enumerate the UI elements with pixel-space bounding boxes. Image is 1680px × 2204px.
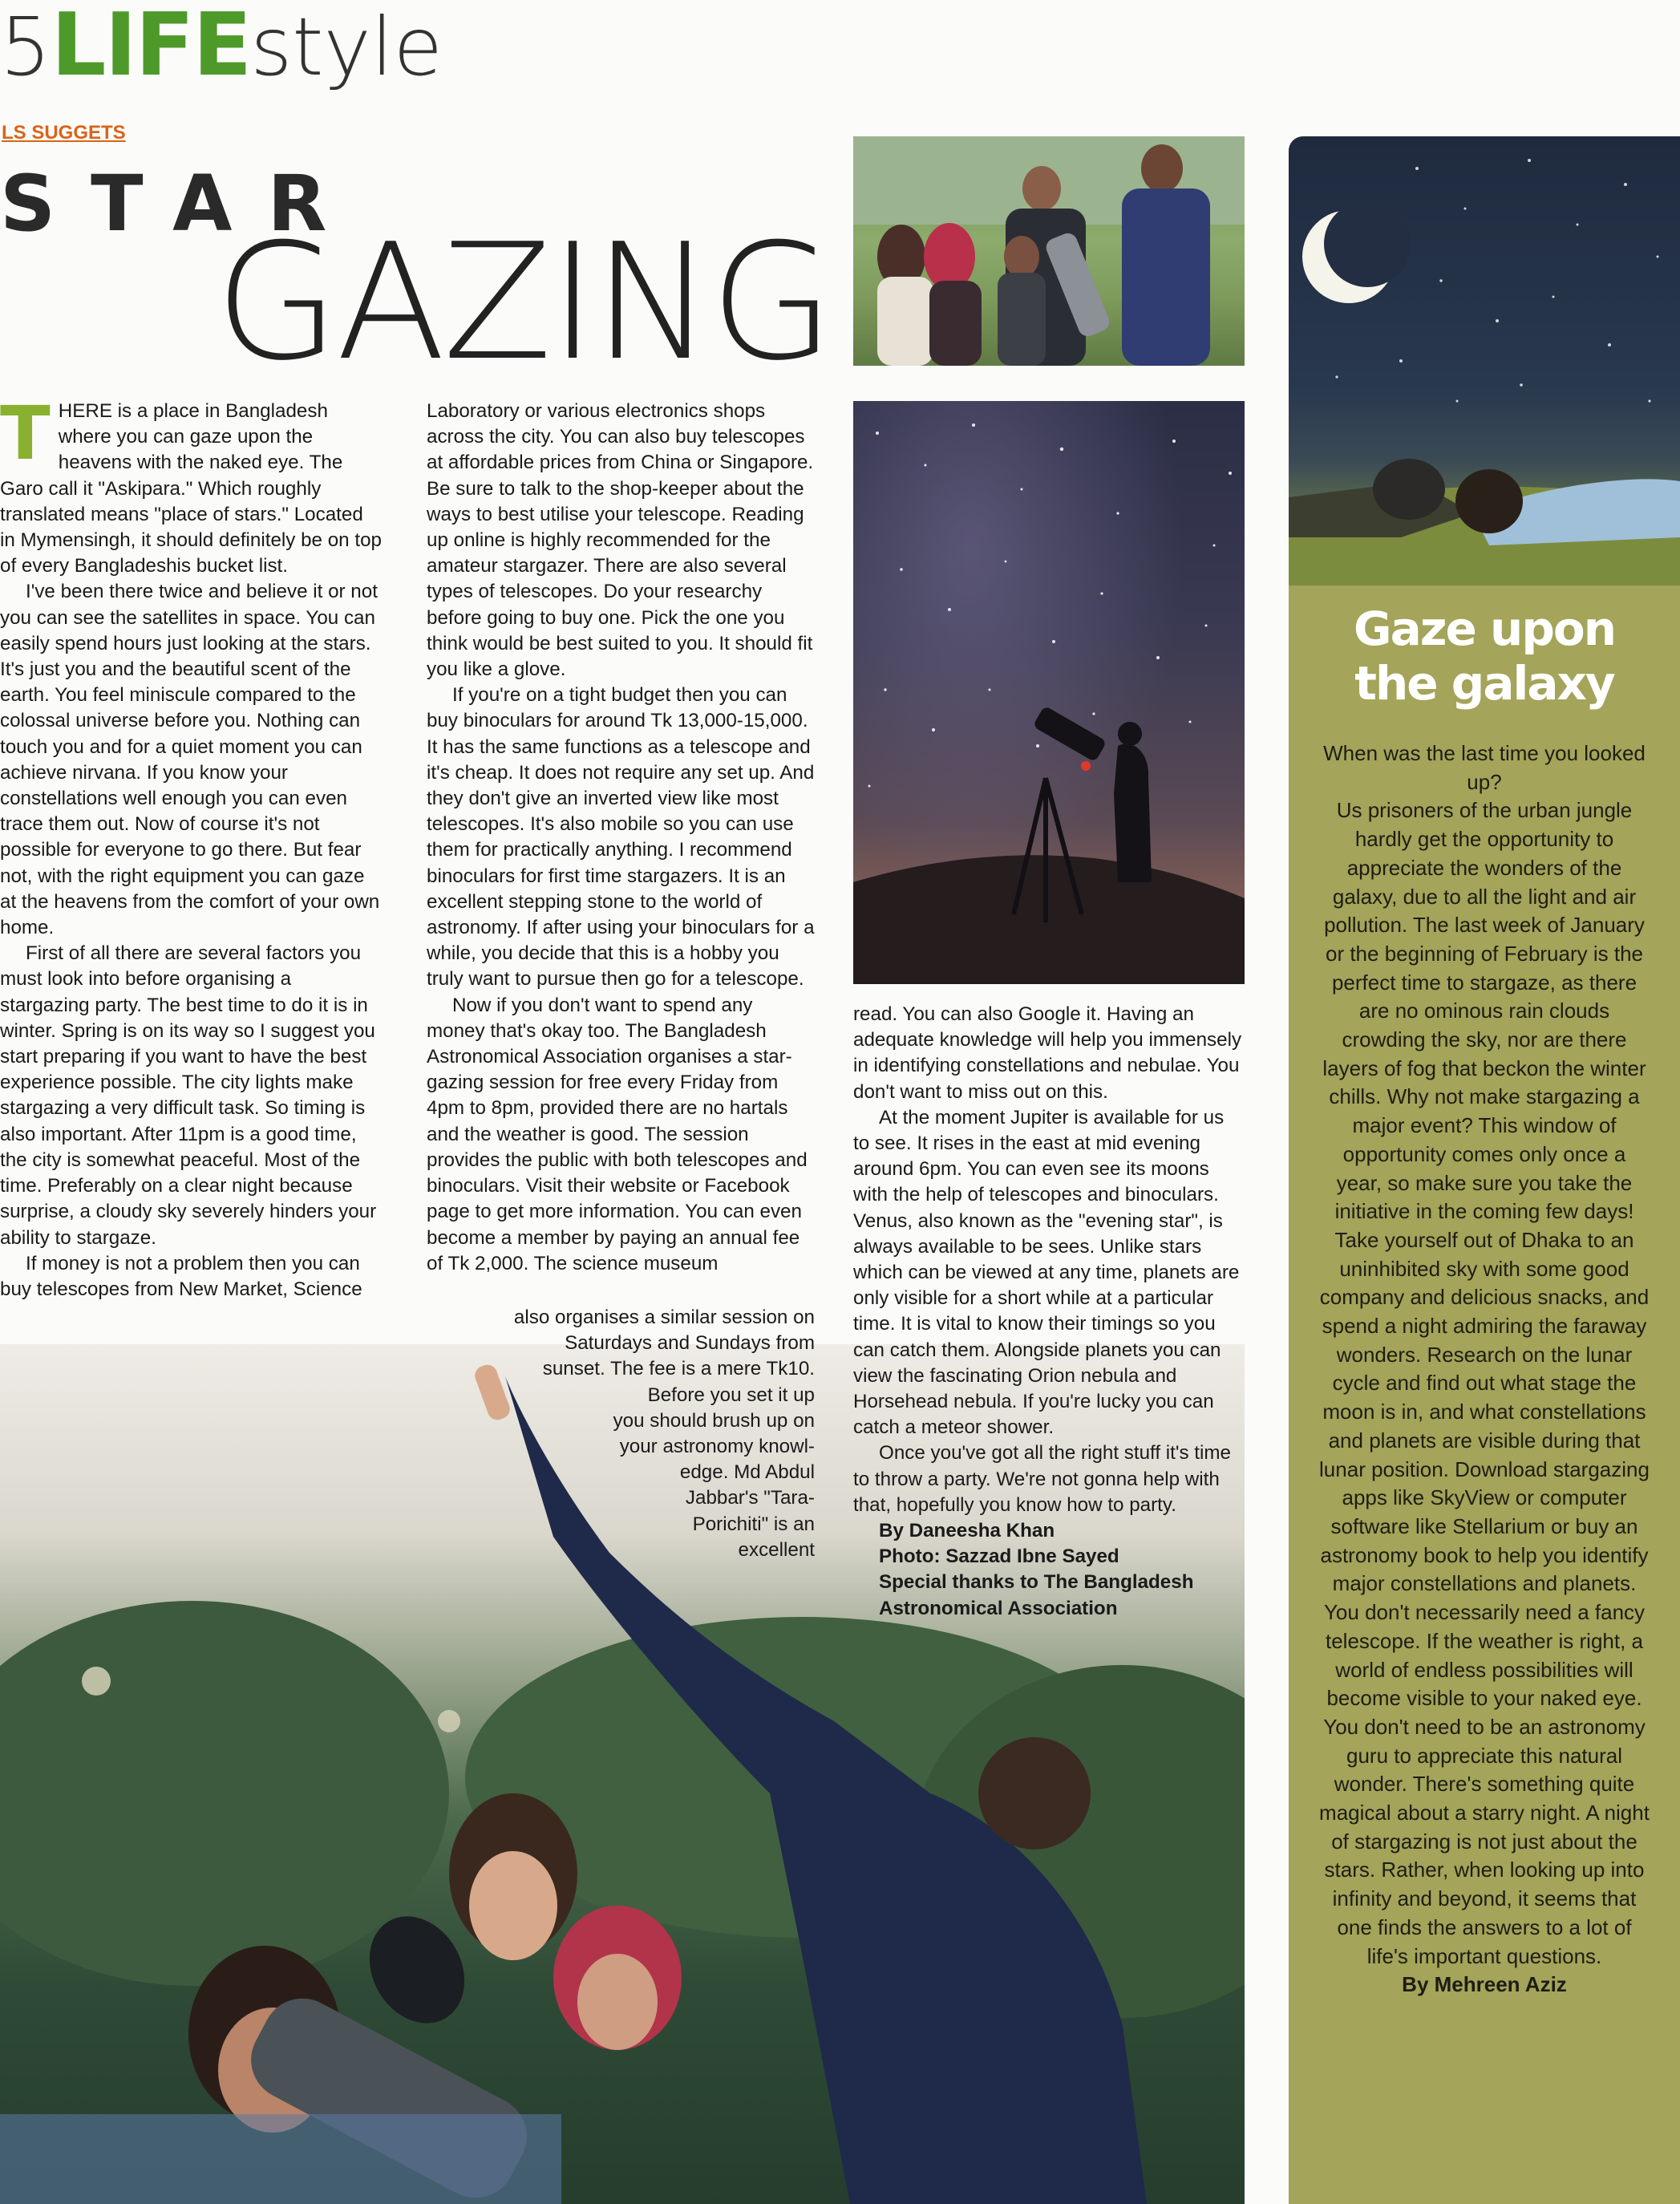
article-paragraph: If you're on a tight budget then you can buy binoculars for around Tk 13,000-15,000. It has the same functions as a telescope and it's cheap. It does not require any set up. And they don't give an inverted view like most telescopes. It's also mobile so you can use them for practically anything. I recommend binoculars for first time stargazers. It is an excellent stepping stone to the world of astronomy. If after using your binoculars for a while, you decide that this is a hobby you truly want to pursue then go for a telescope.	[427, 684, 815, 991]
article-paragraph: If money is not a problem then you can buy telescopes from New Market, Science	[0, 1252, 362, 1300]
drop-cap: T	[0, 391, 51, 476]
sidebar-title-line: the galaxy	[1354, 656, 1614, 711]
sidebar-title-line: Gaze upon	[1354, 602, 1615, 656]
page-number: 5	[0, 0, 51, 94]
text-line: Saturdays and Sundays from	[565, 1332, 815, 1355]
text-line: sunset. The fee is a mere Tk10.	[542, 1358, 815, 1380]
sidebar-paragraph: When was the last time you looked up?	[1323, 741, 1646, 794]
sidebar-paragraph: Us prisoners of the urban jungle hardly get the opportunity to appreciate the wonders of the galaxy, due to all the light and air pollution. The last week of January or the beginning of February is the perfect time to stargaze, as there are no ominous rain clouds crowding the sky, nor are there layers of fog that beckon the winter chills. Why not make stargazing a major event? This window of opportunity comes only once a year, so make sure you take the initiative in the coming few days!	[1322, 798, 1646, 1224]
photo-night-sky-art	[853, 401, 1245, 984]
text-line: also organises a similar session on	[513, 1307, 815, 1328]
text-line: Before you set it up	[647, 1384, 815, 1406]
acknowledgement: Special thanks to The Bangladesh	[879, 1571, 1194, 1594]
article-paragraph: Now if you don't want to spend any money that's okay too. The Bangladesh Astronomical Association organises a star-gazing session for free every Friday from 4pm to 8pm, provided there are no hartals and the weather is good. The session provides the public with both telescopes and binoculars. Visit their website or Facebook page to get more information. You can even become a member by paying an annual fee of Tk 2,000. The science museum	[427, 994, 808, 1274]
photo-group-telescope	[853, 136, 1245, 366]
sidebar-body	[1319, 739, 1650, 1999]
photo-night-sky-telescope	[853, 401, 1245, 984]
photo-group-art	[853, 136, 1245, 366]
text-line: Jabbar's "Tara-	[685, 1487, 815, 1509]
kicker-label: LS SUGGETS	[2, 122, 126, 144]
article-paragraph: At the moment Jupiter is available for us to see. It rises in the east at mid evening around 6pm. You can even see its moons with the help of telescopes and binoculars. Venus, also known as the "evening star", is always available to be sees. Unlike stars which can be viewed at any time, planets are only visible for a short while at a particular time. It is vital to know their timings so you can catch them. Alongside planets you can view the fascinating Orion nebula and Horsehead nebula. If you're lucky you can catch a meteor shower.	[853, 1106, 1240, 1439]
text-line: excellent	[738, 1538, 815, 1561]
section-masthead	[0, 0, 443, 95]
text-line: you should brush up on	[613, 1409, 815, 1432]
article-column-1	[0, 391, 383, 1303]
sidebar-paragraph: You don't necessarily need a fancy telescope. If the weather is right, a world of endless possibilities will become visible to your naked eye. You don't need to be an astronomy guru to appreciate this natural wonder. There's something quite magical about a starry night. A night of stargazing is not just about the stars. Rather, when looking up into infinity and beyond, it seems that one finds the answers to a lot of life's important questions.	[1319, 1600, 1650, 1968]
article-paragraph: First of all there are several factors you must look into before organising a stargazing party. The best time to do it is in winter. Spring is on its way so I suggest you start preparing if you want to have the best experience possible. The city lights make stargazing a very difficult task. So timing is also important. After 11pm is a good time, the city is somewhat peaceful. Most of the time. Preferably on a clear night because surprise, a cloudy sky severely hinders your ability to stargaze.	[0, 942, 377, 1249]
headline-star: STAR	[0, 159, 362, 249]
article-paragraph: Once you've got all the right stuff it's time to throw a party. We're not gonna help with that, hopefully you know how to party.	[853, 1442, 1232, 1516]
illustration-art	[1289, 136, 1680, 585]
headline-gazing: GAZING	[215, 209, 832, 396]
byline: By Daneesha Khan	[879, 1520, 1055, 1542]
section-name-style: style	[250, 0, 443, 94]
sidebar-byline: By Mehreen Aziz	[1402, 1972, 1567, 1997]
article-paragraph: Laboratory or various electronics shops across the city. You can also buy telescopes at affordable prices from China or Singapore. Be sure to talk to the shop-keeper about the ways to best utilise your telescope. Reading up online is highly recommended for the amateur stargazer. There are also several types of telescopes. Do your researchy before going to buy one. Pick the one you think would be best suited to you. It should fit you like a glove.	[427, 400, 814, 681]
sidebar-paragraph: Take yourself out of Dhaka to an uninhibited sky with some good company and delicious snacks, and spend a night admiring the faraway wonders. Research on the lunar cycle and find out what stage the moon is in, and what constellations and planets are visible during that lunar position. Download stargazing apps like SkyView or computer software like Stellarium or buy an astronomy book to help you identify major constellations and planets.	[1319, 1227, 1650, 1596]
article-paragraph: THERE is a place in Bangladesh where you can gaze upon the heavens with the naked eye. The Garo call it "Askipara." Which roughly translated means "place of stars." Located in Mymensingh, it should definitely be on top of every Bangladeshis bucket list.	[0, 391, 382, 577]
article-column-2	[427, 399, 815, 1277]
text-line: Porichiti" is an	[692, 1513, 815, 1535]
illustration-stargazers-moon	[1289, 136, 1680, 585]
article-column-2-wrap	[427, 1305, 815, 1563]
article-paragraph: I've been there twice and believe it or not you can see the satellites in space. You can easily spend hours just looking at the stars. It's just you and the beautiful scent of the earth. You feel miniscule compared to the colossal universe before you. Nothing can touch you and for a quiet moment you can achieve nirvana. If you know your constellations well enough you can even trace them out. Now of course it's not possible for everyone to go there. But fear not, with the right equipment you can gaze at the heavens from the comfort of your own home.	[0, 581, 380, 939]
text-line: edge. Md Abdul	[679, 1461, 815, 1484]
article-paragraph: read. You can also Google it. Having an adequate knowledge will help you immensely in identifying constellations and nebulae. You don't want to miss out on this.	[853, 1003, 1242, 1103]
sidebar-title	[1289, 602, 1680, 711]
article-column-3	[853, 1002, 1245, 1622]
section-name-life: LIFE	[51, 0, 251, 95]
acknowledgement: Astronomical Association	[879, 1597, 1118, 1619]
photo-credit: Photo: Sazzad Ibne Sayed	[879, 1546, 1119, 1568]
sidebar-gaze-upon-galaxy	[1289, 136, 1680, 2204]
text-line: your astronomy knowl-	[619, 1436, 815, 1458]
